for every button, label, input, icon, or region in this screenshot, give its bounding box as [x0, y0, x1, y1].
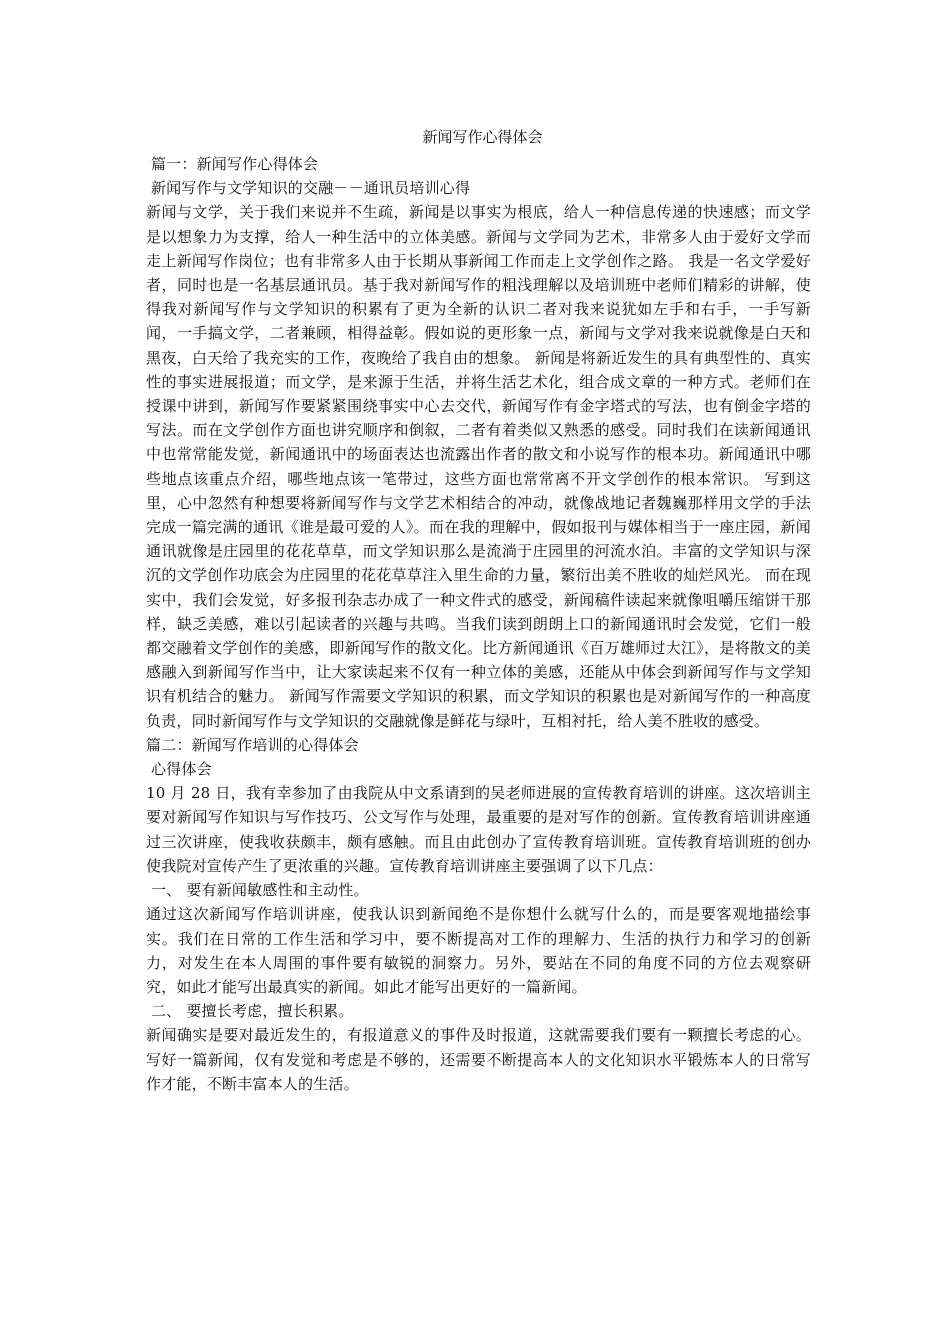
- point-heading-1: 一、 要有新闻敏感性和主动性。: [146, 881, 369, 900]
- body-paragraph-1: 新闻与文学，关于我们来说并不生疏，新闻是以事实为根底，给人一种信息传递的快速感；而文学是以想象力为支撑，给人一种生活中的立体美感。新闻与文学同为艺术，非常多人由于爱好文学而走上新闻写作岗位；也有非常多人由于长期从事新闻工作而走上文学创作之路。 我是一名文学爱好者，同时也是一名基层通讯员。基于我对新闻写作的粗浅理解以及培训班中老师们精彩的讲解，使得我对新闻写作与文学知识的积累有了更为全新的认识二者对我来说犹如左手和右手，一手写新闻，一手搞文学，二者兼顾，相得益彰。假如说的更形象一点，新闻与文学对我来说就像是白天和黑夜，白天给了我充实的工作，夜晚给了我自由的想象。 新闻是将新近发生的具有典型性的、真实性的事实进展报道；而文学，是来源于生活，并将生活艺术化，组合成文章的一种方式。老师们在授课中讲到，新闻写作要紧紧围绕事实中心去交代，新闻写作有金字塔式的写法，也有倒金字塔的写法。而在文学创作方面也讲究顺序和倒叙，二者有着类似又熟悉的感受。同时我们在读新闻通讯中也常常能发觉，新闻通讯中的场面表达也流露出作者的散文和小说写作的根本功。新闻通讯中哪些地点该重点介绍，哪些地点该一笔带过，这些方面也常常离不开文学创作的根本常识。 写到这里，心中忽然有种想要将新闻写作与文学艺术相结合的冲动，就像战地记者魏巍那样用文学的手法完成一篇完满的通讯《谁是最可爱的人》。而在我的理解中，假如报刊与媒体相当于一座庄园，新闻通讯就像是庄园里的花花草草，而文学知识那么是流淌于庄园里的河流水泊。丰富的文学知识与深沉的文学创作功底会为庄园里的花花草草注入里生命的力量，繁衍出美不胜收的灿烂风光。 而在现实中，我们会发觉，好多报刊杂志办成了一种文件式的感受，新闻稿件读起来就像咀嚼压缩饼干那样，缺乏美感，难以引起读者的兴趣与共鸣。当我们读到朗朗上口的新闻通讯时会发觉，它们一般都交融着文学创作的美感，即新闻写作的散文化。比方新闻通讯《百万雄师过大江》，是将散文的美感融入到新闻写作当中，让大家读起来不仅有一种立体的美感，还能从中体会到新闻写作与文学知识有机结合的魅力。 新闻写作需要文学知识的积累，而文学知识的积累也是对新闻写作的一种高度负责，同时新闻写作与文学知识的交融就像是鲜花与绿叶，互相衬托，给人美不胜收的感受。: [146, 203, 811, 730]
- subtitle-1: 新闻写作与文学知识的交融－－通讯员培训心得: [146, 179, 471, 198]
- body-paragraph-4: 新闻确实是要对最近发生的，有报道意义的事件及时报道，这就需要我们要有一颗擅长考虑的心。写好一篇新闻，仅有发觉和考虑是不够的，还需要不断提高本人的文化知识水平锻炼本人的日常写作才能，不断丰富本人的生活。: [146, 1026, 811, 1093]
- section-heading-1: 篇一：新闻写作心得体会: [146, 155, 319, 173]
- body-paragraph-3: 通过这次新闻写作培训讲座，使我认识到新闻绝不是你想什么就写什么的，而是要客观地描绘事实。我们在日常的工作生活和学习中，要不断提高对工作的理解力、生活的执行力和学习的创新力，对发生在本人周围的事件要有敏锐的洞察力。另外，要站在不同的角度不同的方位去观察研究，如此才能写出最真实的新闻。如此才能写出更好的一篇新闻。: [146, 905, 811, 996]
- point-heading-2: 二、 要擅长考虑，擅长积累。: [146, 1002, 354, 1021]
- document-title: 新闻写作心得体会: [422, 128, 543, 146]
- body-paragraph-2: 10 月 28 日，我有幸参加了由我院从中文系请到的吴老师进展的宣传教育培训的讲座。这次培训主要对新闻写作知识与写作技巧、公文写作与处理，最重要的是对写作的创新。宣传教育培训讲座通过三次讲座，使我收获颇丰，颇有感触。而且由此创办了宣传教育培训班。宣传教育培训班的创办使我院对宣传产生了更浓重的兴趣。宣传教育培训讲座主要强调了以下几点：: [146, 784, 811, 875]
- document-page: [146, 126, 811, 1096]
- section-heading-2: 篇二：新闻写作培训的心得体会: [146, 735, 359, 754]
- subtitle-2: 心得体会: [146, 760, 212, 779]
